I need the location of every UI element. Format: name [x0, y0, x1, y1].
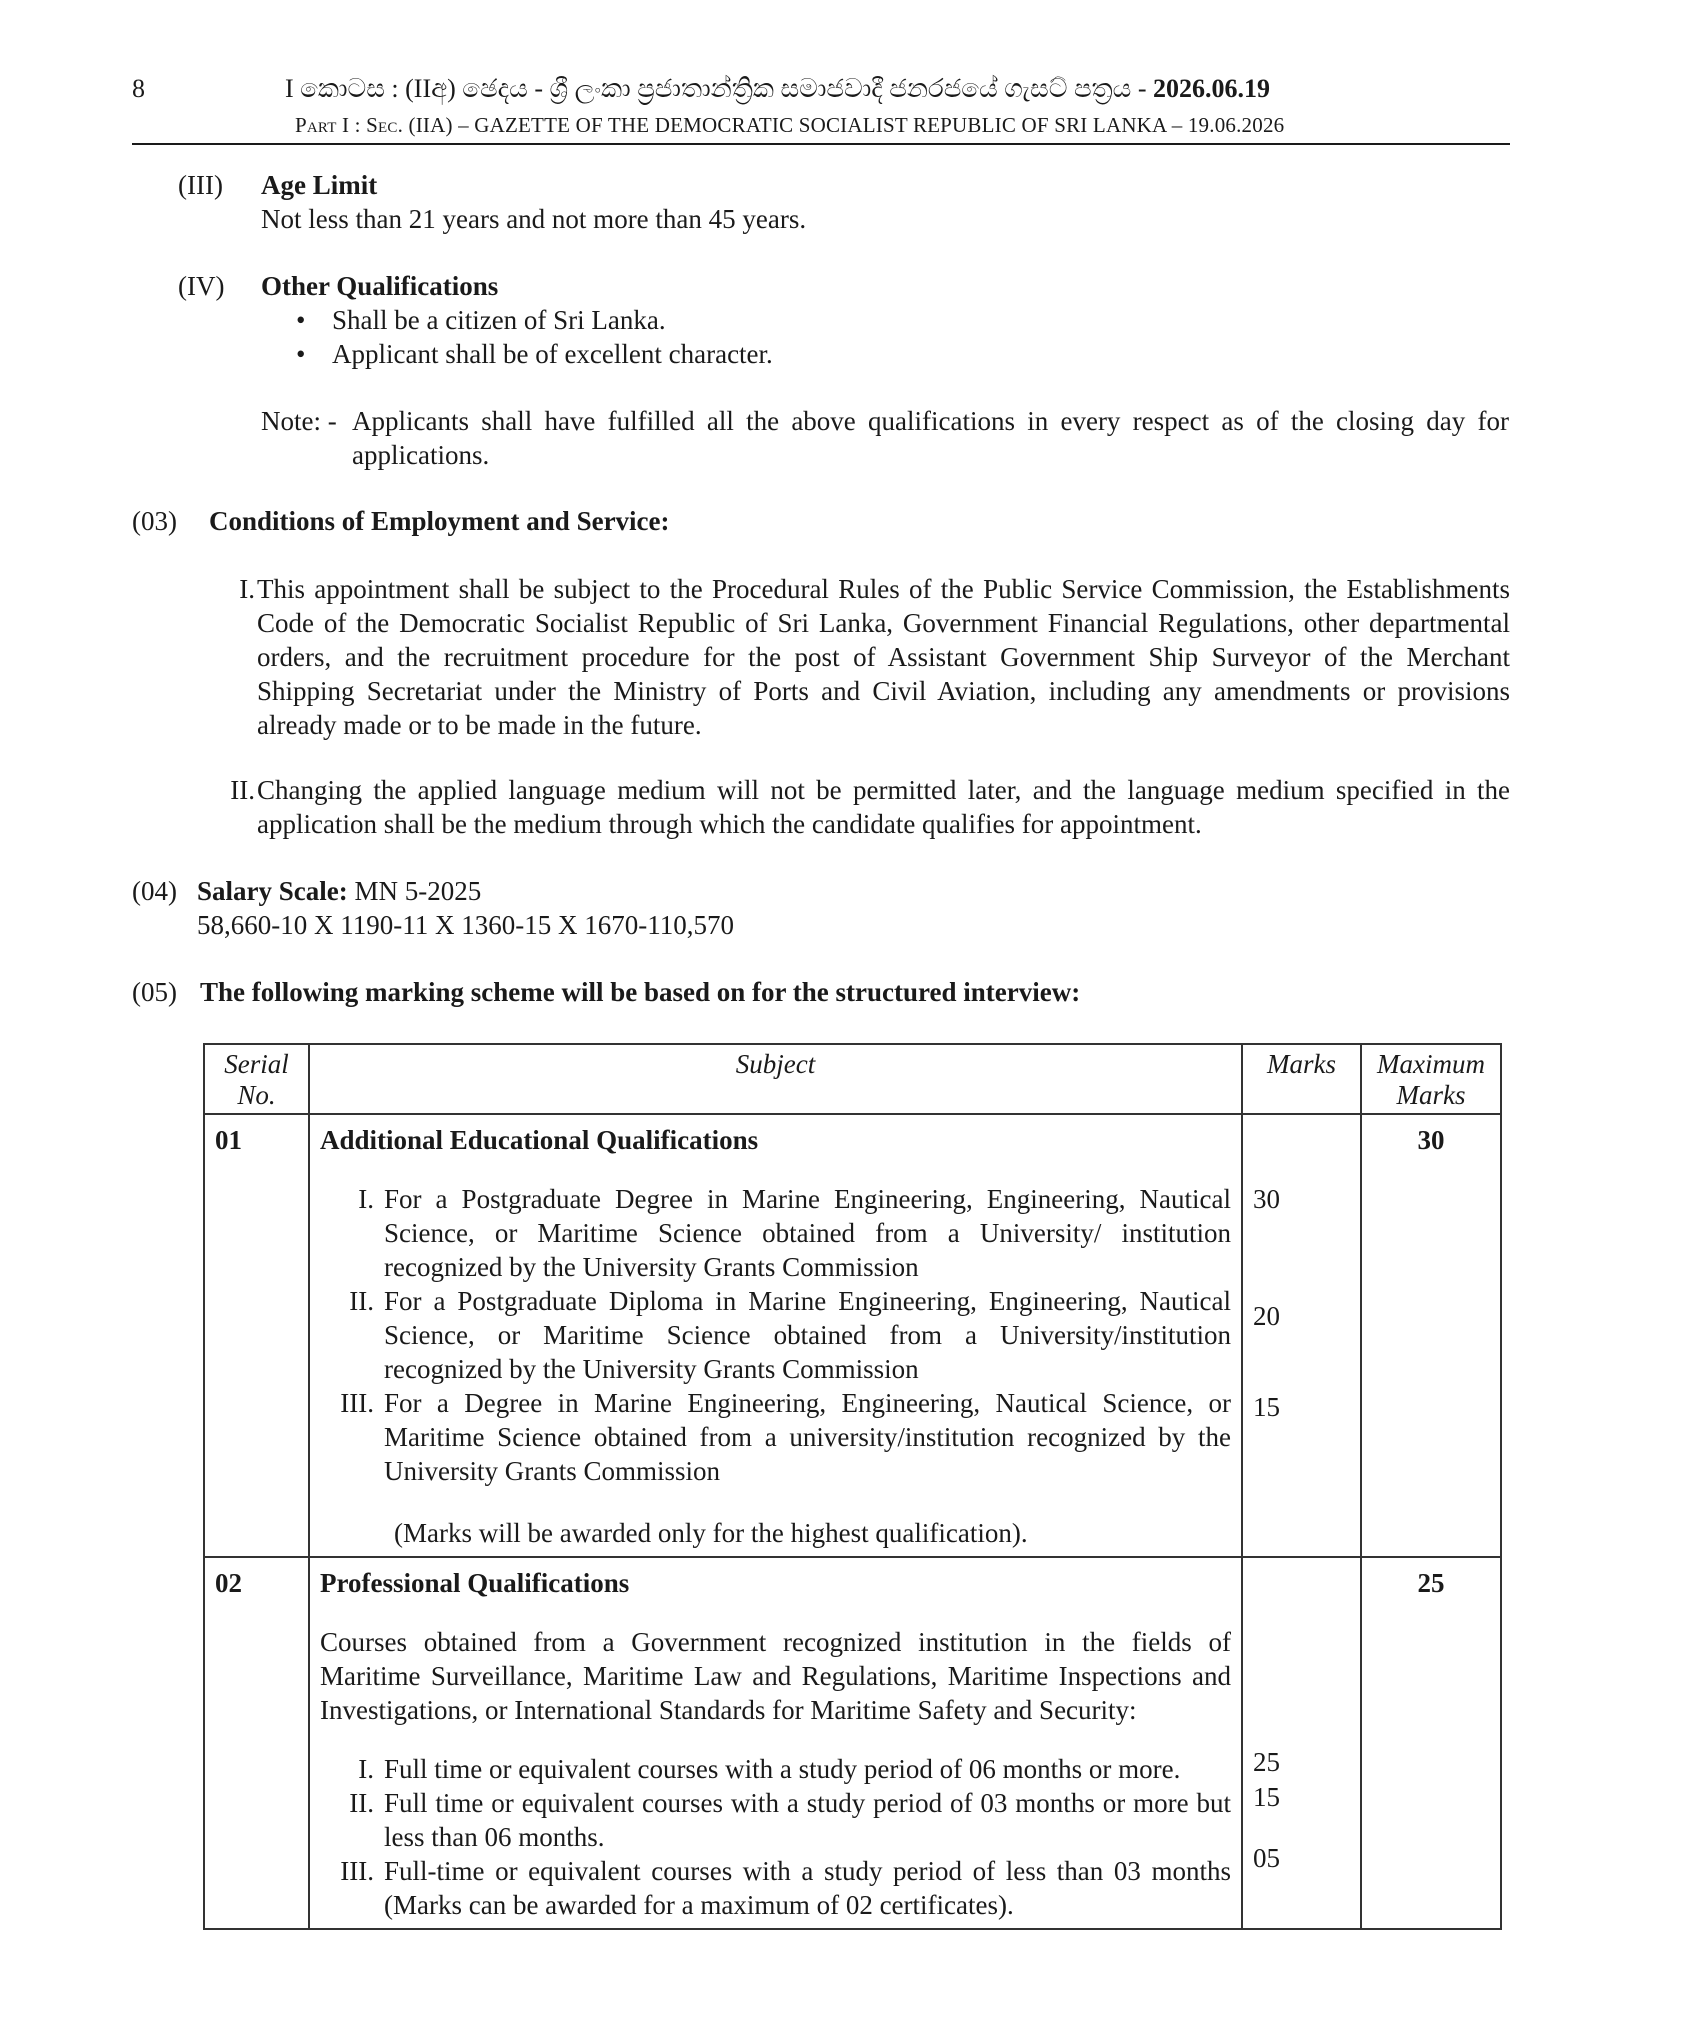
item-marks: 25	[1253, 1747, 1280, 1777]
item-text: Full time or equivalent courses with a study period of 06 months or more.	[384, 1754, 1181, 1784]
sinhala-header	[285, 72, 1270, 106]
item-number: II.	[349, 1788, 374, 1818]
item-marks: 05	[1253, 1843, 1280, 1873]
serial-number: 01	[215, 1125, 242, 1155]
subject-intro: Courses obtained from a Government recognized institution in the fields of Maritime Surveillance, Maritime Law and Regulations, Maritime Inspections and Investigations, or International Standards for Maritime Safety and Security:	[320, 1627, 1231, 1725]
conditions-number: (03)	[132, 506, 177, 536]
column-header-maximum-marks	[1361, 1044, 1501, 1114]
list-item	[320, 1182, 1231, 1284]
age-limit-number: (III)	[178, 170, 223, 200]
page-number: 8	[132, 74, 145, 103]
subject-footnote: (Marks will be awarded only for the highest qualification).	[394, 1518, 1028, 1548]
marking-scheme-table	[203, 1043, 1502, 1930]
header-part-label: Part	[295, 113, 337, 137]
serial-number: 02	[215, 1568, 242, 1598]
bullet-text: Applicant shall be of excellent character.	[332, 339, 773, 369]
item-number: III.	[340, 1856, 374, 1886]
maximum-marks: 25	[1417, 1568, 1445, 1598]
age-limit-text: Not less than 21 years and not more than 45 years.	[261, 204, 807, 234]
bullet-icon: •	[296, 305, 306, 335]
other-qualifications-number: (IV)	[178, 271, 225, 301]
salary-scale	[197, 874, 481, 908]
serial-cell	[204, 1114, 309, 1557]
table-row	[204, 1114, 1501, 1557]
salary-scale-values: 58,660-10 X 1190-11 X 1360-15 X 1670-110,570	[197, 910, 734, 940]
marking-number: (05)	[132, 977, 177, 1007]
condition-number: II.	[230, 775, 255, 805]
maximum-marks-cell	[1361, 1557, 1501, 1929]
list-item	[320, 1854, 1231, 1922]
english-header	[295, 108, 1284, 142]
salary-code: MN 5-2025	[354, 876, 482, 906]
age-limit-title: Age Limit	[261, 170, 378, 200]
header-gazette-title: (IIA) – GAZETTE OF THE DEMOCRATIC SOCIALIST REPUBLIC OF SRI LANKA – 19.06.2026	[403, 113, 1285, 137]
list-item	[296, 303, 666, 337]
list-item	[320, 1386, 1231, 1488]
list-item	[296, 337, 773, 371]
item-text: For a Postgraduate Diploma in Marine Engineering, Engineering, Nautical Science, or Maritime Science obtained from a University/institution recognized by the University Grants Commission	[384, 1286, 1231, 1384]
table-row	[204, 1557, 1501, 1929]
marking-title: The following marking scheme will be based on for the structured interview:	[200, 977, 1081, 1007]
subject-title: Additional Educational Qualifications	[320, 1125, 759, 1155]
list-item	[320, 1284, 1231, 1386]
salary-label: Salary Scale:	[197, 876, 348, 906]
column-header-subject: Subject	[309, 1044, 1242, 1114]
item-number: II.	[349, 1286, 374, 1316]
column-header-marks: Marks	[1242, 1044, 1361, 1114]
item-marks: 30	[1253, 1184, 1280, 1214]
sinhala-header-date: 2026.06.19	[1153, 74, 1271, 103]
condition-text: Changing the applied language medium will not be permitted later, and the language medium specified in the application shall be the medium through which the candidate qualifies for appointment.	[257, 775, 1510, 839]
column-header-max-line1: Maximum	[1377, 1049, 1485, 1079]
maximum-marks-cell	[1361, 1114, 1501, 1557]
sinhala-header-text: I කොටස : (IIඅ) ඡෙදය - ශ්‍රී ලංකා ප්‍රජාතාන්ත්‍රික සමාජවාදී ජනරජයේ ගැසට් පත්‍රය -	[285, 74, 1147, 103]
maximum-marks: 30	[1417, 1125, 1445, 1155]
subject-title: Professional Qualifications	[320, 1568, 630, 1598]
table-header-row	[204, 1044, 1501, 1114]
item-text: Full-time or equivalent courses with a study period of less than 03 months (Marks can be awarded for a maximum of 02 certificates).	[384, 1856, 1231, 1920]
list-item	[320, 1786, 1231, 1854]
subject-cell	[309, 1114, 1242, 1557]
item-number: I.	[358, 1754, 374, 1784]
other-qualifications-title: Other Qualifications	[261, 271, 499, 301]
column-header-serial-line1: Serial	[224, 1049, 289, 1079]
conditions-title: Conditions of Employment and Service:	[209, 506, 670, 536]
header-sec-label: Sec.	[366, 113, 404, 137]
bullet-icon: •	[296, 339, 306, 369]
salary-number: (04)	[132, 876, 177, 906]
item-marks: 20	[1253, 1301, 1280, 1331]
item-number: I.	[358, 1184, 374, 1214]
item-text: For a Postgraduate Degree in Marine Engineering, Engineering, Nautical Science, or Maritime Science obtained from a University/ institution recognized by the University Grants Commission	[384, 1184, 1231, 1282]
item-number: III.	[340, 1388, 374, 1418]
item-text: For a Degree in Marine Engineering, Engineering, Nautical Science, or Maritime Science obtained from a university/institution recognized by the University Grants Commission	[384, 1388, 1231, 1486]
bullet-text: Shall be a citizen of Sri Lanka.	[332, 305, 666, 335]
header-rule	[132, 143, 1510, 145]
item-marks: 15	[1253, 1782, 1280, 1812]
marks-cell	[1242, 1114, 1361, 1557]
item-marks: 15	[1253, 1392, 1280, 1422]
column-header-serial	[204, 1044, 309, 1114]
subject-cell	[309, 1557, 1242, 1929]
condition-text: This appointment shall be subject to the Procedural Rules of the Public Service Commission, the Establishments Code of the Democratic Socialist Republic of Sri Lanka, Government Financial Regulations, other departmental orders, and the recruitment procedure for the post of Assistant Government Ship Surveyor of the Merchant Shipping Secretariat under the Ministry of Ports and Civil Aviation, including any amendments or provisions already made or to be made in the future.	[257, 574, 1510, 740]
column-header-serial-line2: No.	[237, 1080, 276, 1110]
note-text: Applicants shall have fulfilled all the above qualifications in every respect as of the closing day for applications.	[352, 406, 1509, 470]
item-text: Full time or equivalent courses with a study period of 03 months or more but less than 06 months.	[384, 1788, 1231, 1852]
condition-number: I.	[239, 574, 255, 604]
header-part-number: I :	[336, 113, 367, 137]
serial-cell	[204, 1557, 309, 1929]
list-item	[320, 1752, 1231, 1786]
marks-cell	[1242, 1557, 1361, 1929]
column-header-max-line2: Marks	[1396, 1080, 1466, 1110]
note-label: Note: -	[261, 406, 337, 436]
